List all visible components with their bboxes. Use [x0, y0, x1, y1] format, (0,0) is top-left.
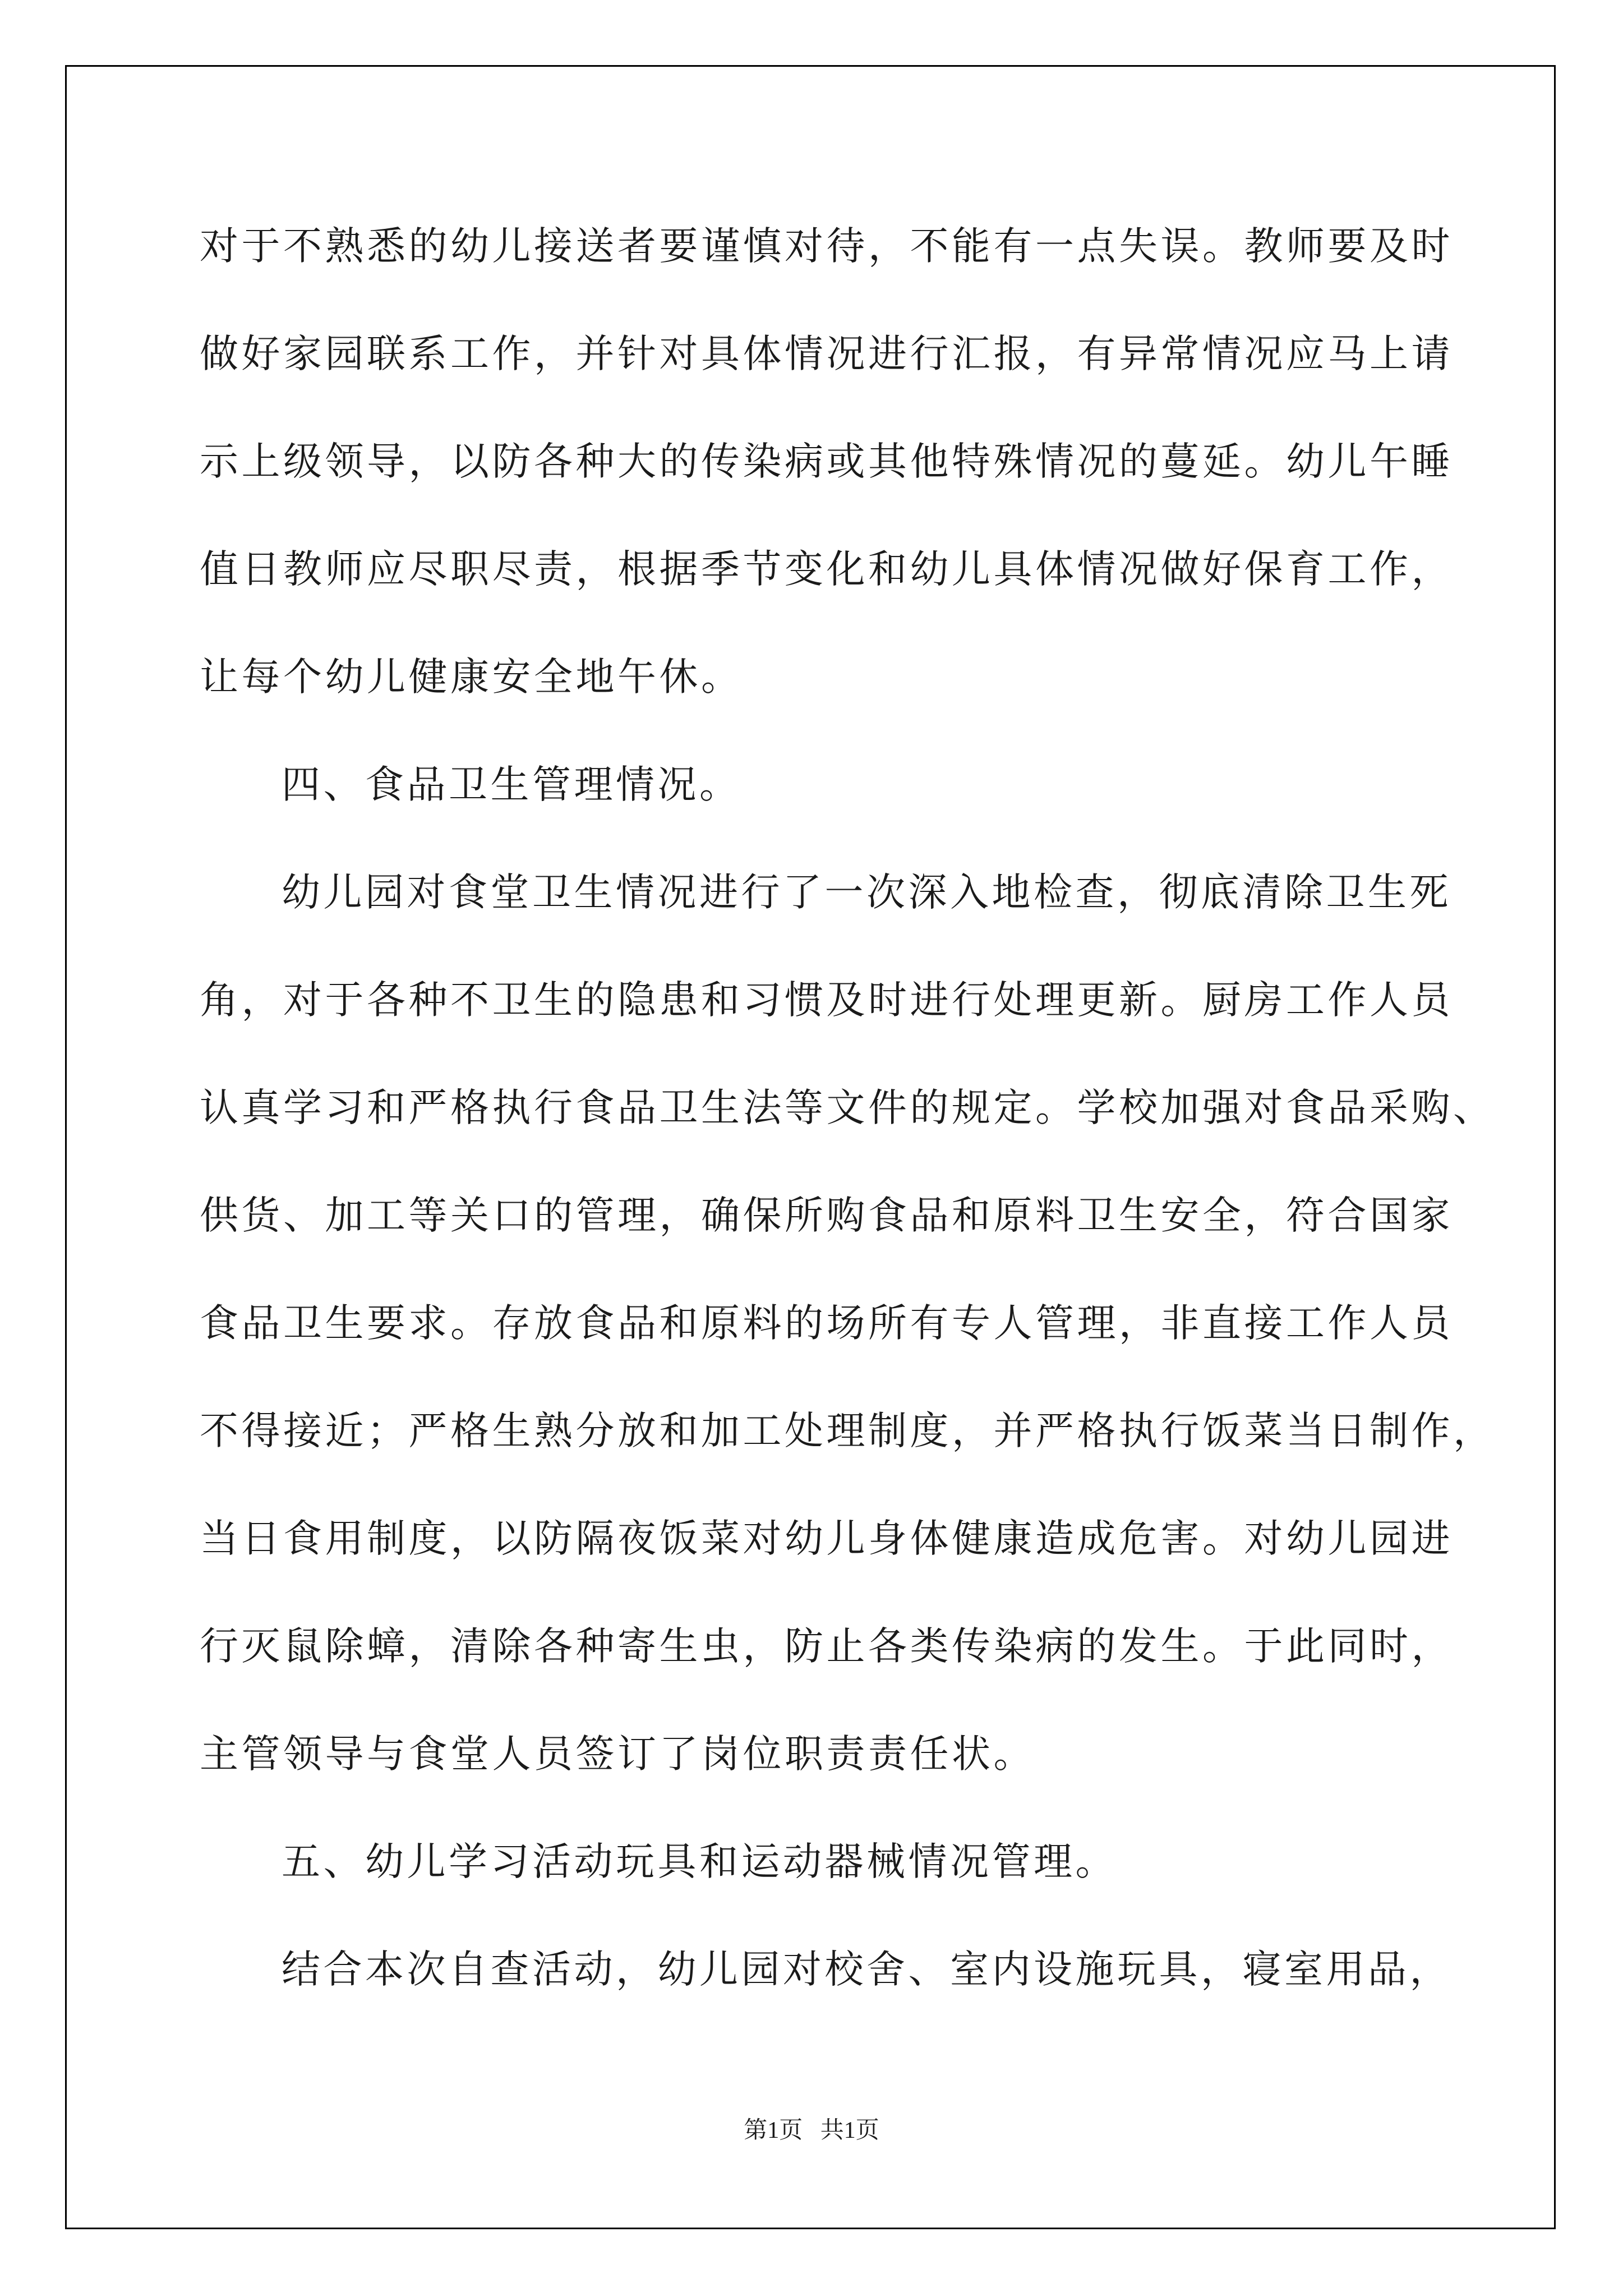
- text-line: 行灭鼠除蟑，清除各种寄生虫，防止各类传染病的发生。于此同时，: [200, 1624, 1453, 1669]
- page-border: [65, 65, 1556, 2229]
- section-heading: 四、食品卫生管理情况。: [282, 762, 741, 807]
- paragraph-start-line: 幼儿园对食堂卫生情况进行了一次深入地检查，彻底清除卫生死: [282, 870, 1451, 915]
- text-line: 当日食用制度，以防隔夜饭菜对幼儿身体健康造成危害。对幼儿园进: [200, 1516, 1453, 1561]
- text-line: 角，对于各种不卫生的隐患和习惯及时进行处理更新。厨房工作人员: [200, 978, 1453, 1023]
- text-line: 不得接近；严格生熟分放和加工处理制度，并严格执行饭菜当日制作，: [200, 1409, 1495, 1453]
- page-footer: 第1页 共1页: [744, 2118, 879, 2143]
- text-line: 对于不熟悉的幼儿接送者要谨慎对待，不能有一点失误。教师要及时: [200, 224, 1453, 269]
- text-line: 示上级领导，以防各种大的传染病或其他特殊情况的蔓延。幼儿午睡: [200, 439, 1453, 484]
- text-line: 主管领导与食堂人员签订了岗位职责责任状。: [200, 1732, 1035, 1777]
- text-line: 供货、加工等关口的管理，确保所购食品和原料卫生安全，符合国家: [200, 1193, 1453, 1238]
- paragraph-start-line: 结合本次自查活动，幼儿园对校舍、室内设施玩具，寝室用品，: [282, 1947, 1451, 1992]
- text-line: 做好家园联系工作，并针对具体情况进行汇报，有异常情况应马上请: [200, 332, 1453, 376]
- text-line: 让每个幼儿健康安全地午休。: [200, 655, 743, 700]
- text-line: 认真学习和严格执行食品卫生法等文件的规定。学校加强对食品采购、: [200, 1085, 1495, 1130]
- text-line: 值日教师应尽职尽责，根据季节变化和幼儿具体情况做好保育工作，: [200, 547, 1453, 592]
- section-heading: 五、幼儿学习活动玩具和运动器械情况管理。: [282, 1839, 1117, 1884]
- text-line: 食品卫生要求。存放食品和原料的场所有专人管理，非直接工作人员: [200, 1301, 1453, 1346]
